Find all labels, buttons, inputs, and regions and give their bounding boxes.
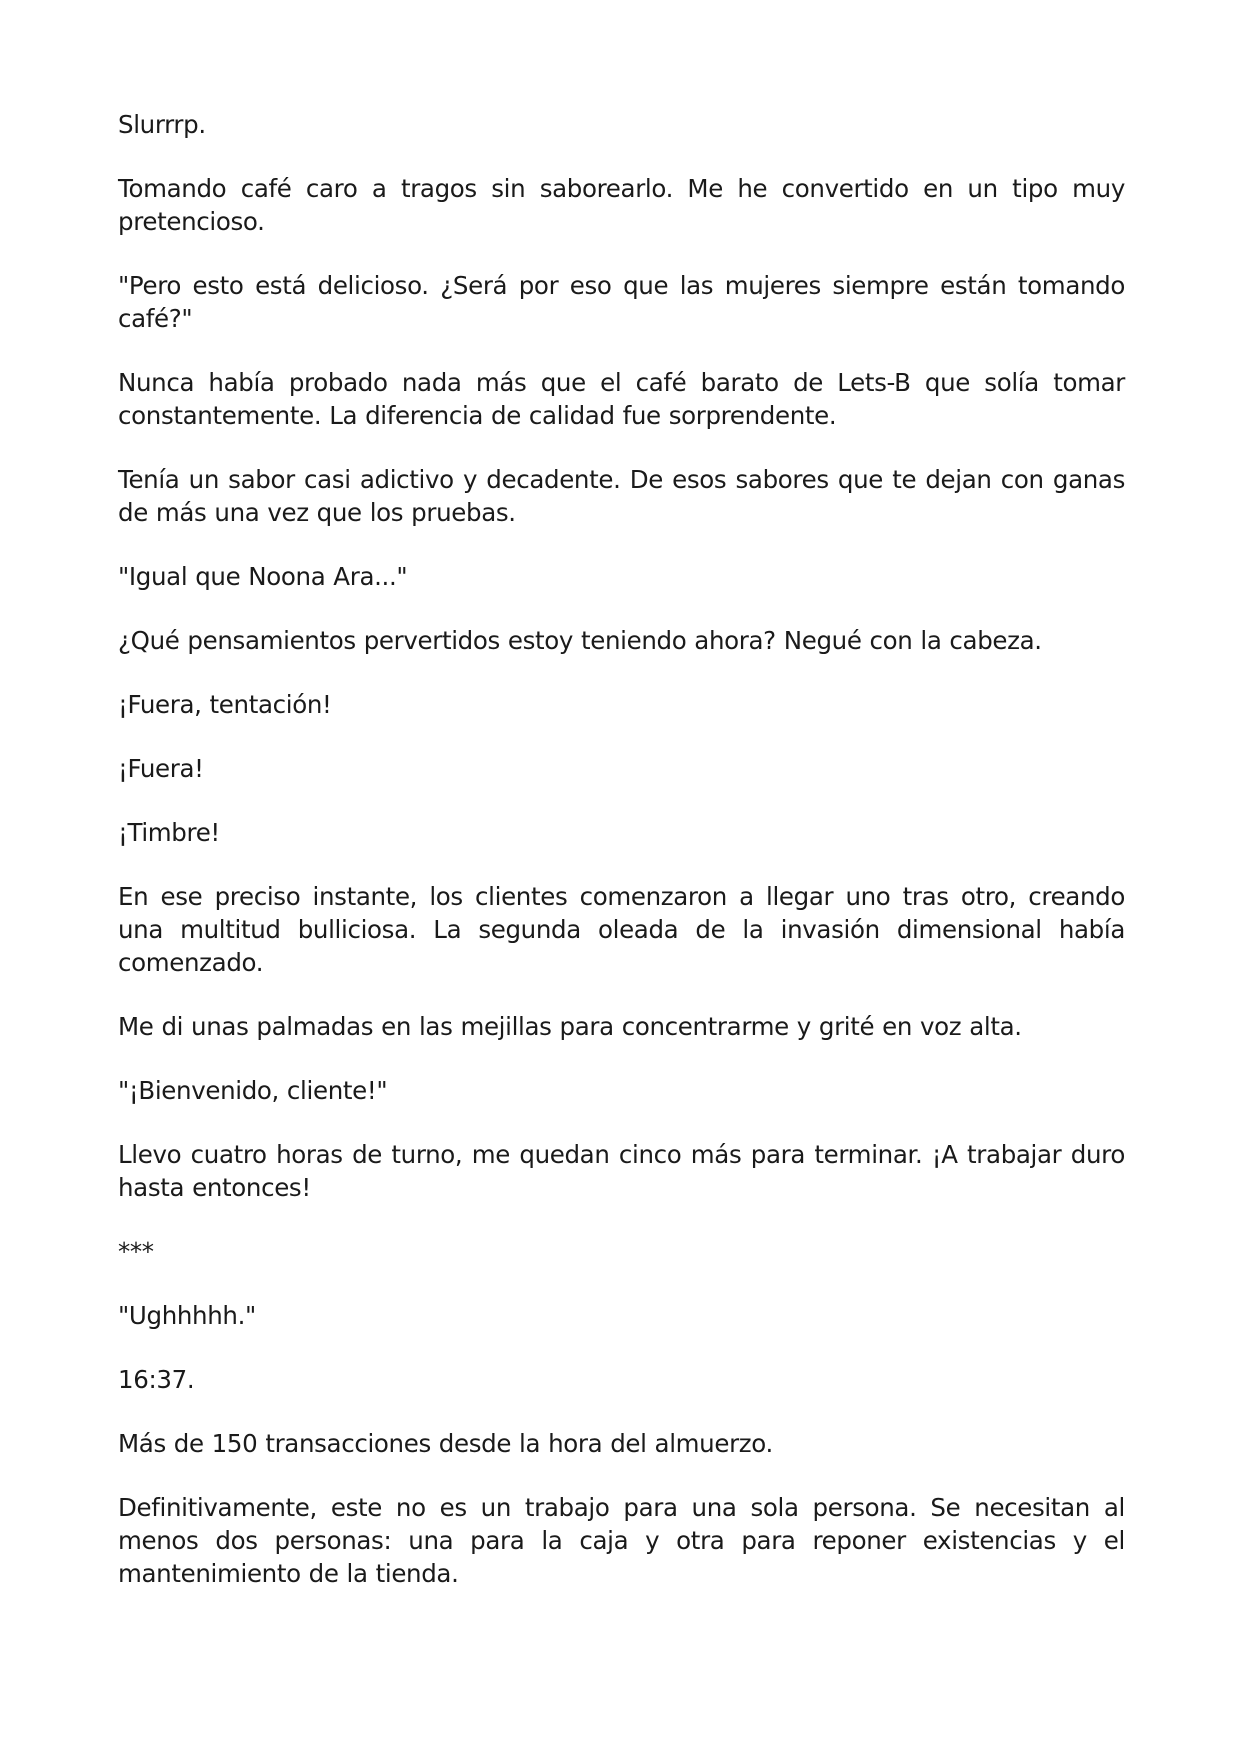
paragraph: ¡Fuera, tentación! [118, 690, 332, 719]
paragraph: "Pero esto está delicioso. ¿Será por eso que las mujeres siempre están tomando café?" [118, 271, 1125, 333]
paragraph: ¡Fuera! [118, 754, 204, 783]
paragraph: 16:37. [118, 1365, 195, 1394]
paragraph: ¡Timbre! [118, 818, 220, 847]
paragraph: Llevo cuatro horas de turno, me quedan cinco más para terminar. ¡A trabajar duro hasta entonces! [118, 1140, 1125, 1202]
document-page [118, 108, 1125, 1621]
paragraph: Tenía un sabor casi adictivo y decadente. De esos sabores que te dejan con ganas de más una vez que los pruebas. [118, 465, 1125, 527]
paragraph: Me di unas palmadas en las mejillas para concentrarme y grité en voz alta. [118, 1012, 1022, 1041]
paragraph: Definitivamente, este no es un trabajo para una sola persona. Se necesitan al menos dos personas: una para la caja y otra para reponer existencias y el mantenimiento de la tienda. [118, 1493, 1125, 1588]
paragraph: "¡Bienvenido, cliente!" [118, 1076, 388, 1105]
paragraph: "Ughhhhh." [118, 1301, 256, 1330]
paragraph: "Igual que Noona Ara..." [118, 562, 408, 591]
paragraph: Slurrrp. [118, 110, 206, 139]
paragraph: En ese preciso instante, los clientes comenzaron a llegar uno tras otro, creando una multitud bulliciosa. La segunda oleada de la invasión dimensional había comenzado. [118, 882, 1125, 977]
paragraph: ¿Qué pensamientos pervertidos estoy teniendo ahora? Negué con la cabeza. [118, 626, 1042, 655]
scene-break: *** [118, 1237, 154, 1266]
paragraph: Tomando café caro a tragos sin saborearlo. Me he convertido en un tipo muy pretencioso. [118, 174, 1125, 236]
paragraph: Más de 150 transacciones desde la hora del almuerzo. [118, 1429, 773, 1458]
paragraph: Nunca había probado nada más que el café barato de Lets-B que solía tomar constantemente. La diferencia de calidad fue sorprendente. [118, 368, 1125, 430]
